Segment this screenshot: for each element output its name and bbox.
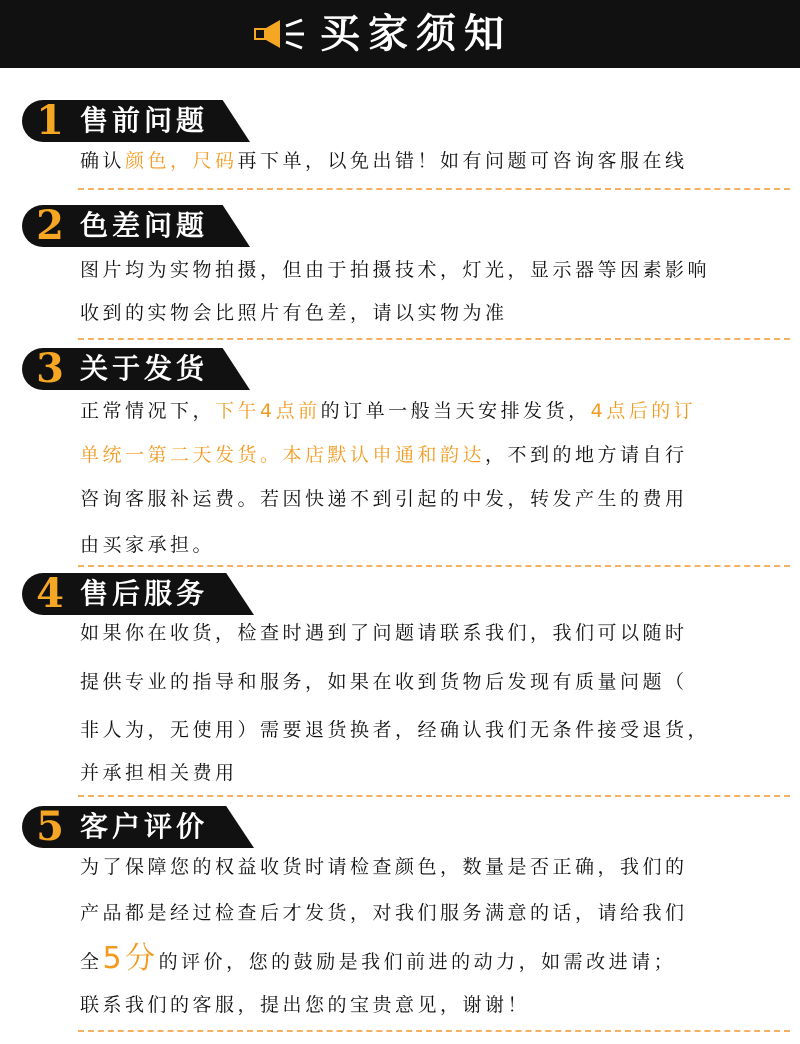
body-text: 全 xyxy=(80,951,103,973)
body-text: 的评价，您的鼓励是我们前进的动力，如需改进请； xyxy=(158,951,677,973)
section-title: 客户评价 xyxy=(80,810,209,843)
section-number: 2 xyxy=(36,202,64,249)
section-heading-5 xyxy=(22,803,254,850)
section-text-line xyxy=(80,758,238,788)
section-text-line xyxy=(80,298,508,328)
section-divider xyxy=(78,565,790,567)
section-text-line xyxy=(80,440,688,470)
section-text-line xyxy=(80,484,688,514)
section-divider xyxy=(78,1030,790,1032)
section-divider xyxy=(78,338,790,340)
section-number: 3 xyxy=(36,345,64,392)
body-text: 图片均为实物拍摄，但由于拍摄技术，灯光，显示器等因素影响 xyxy=(80,259,711,281)
section-title: 售后服务 xyxy=(80,577,209,610)
section-number: 5 xyxy=(36,803,64,850)
section-number: 4 xyxy=(36,570,64,617)
body-text: 确认 xyxy=(80,150,126,172)
section-text-line xyxy=(80,396,696,426)
page-title: 买家须知 xyxy=(320,10,512,57)
body-text: 咨询客服补运费。若因快递不到引起的中发，转发产生的费用 xyxy=(80,488,688,510)
highlight-text: 单统一第二天发货。本店默认申通和韵达 xyxy=(80,444,486,466)
body-text: 如果你在收货，检查时遇到了问题请联系我们，我们可以随时 xyxy=(80,622,688,644)
section-text-line xyxy=(80,898,688,928)
body-text: 联系我们的客服，提出您的宝贵意见，谢谢！ xyxy=(80,994,531,1016)
highlight-text: 4点后的订 xyxy=(590,400,697,422)
section-text-line xyxy=(80,255,710,285)
section-text-line xyxy=(80,667,688,697)
section-heading-4 xyxy=(22,570,254,617)
body-text: 收到的实物会比照片有色差，请以实物为准 xyxy=(80,302,508,324)
body-text: 为了保障您的权益收货时请检查颜色，数量是否正确，我们的 xyxy=(80,856,688,878)
body-text: 非人为，无使用）需要退货换者，经确认我们无条件接受退货， xyxy=(80,719,711,741)
body-text: 提供专业的指导和服务，如果在收到货物后发现有质量问题（ xyxy=(80,671,688,693)
body-text: 正常情况下， xyxy=(80,400,216,422)
body-text: 由买家承担。 xyxy=(80,534,216,556)
body-text: 的订单一般当天安排发货， xyxy=(320,400,591,422)
body-text: 产品都是经过检查后才发货，对我们服务满意的话，请给我们 xyxy=(80,902,688,924)
section-text-line xyxy=(80,715,710,745)
body-text: 再下单，以免出错！如有问题可咨询客服在线 xyxy=(237,150,688,172)
section-heading-2 xyxy=(22,202,250,249)
section-number: 1 xyxy=(36,97,64,144)
section-title: 售前问题 xyxy=(80,104,209,137)
section-text-line xyxy=(80,530,215,560)
section-text-line xyxy=(80,146,688,176)
section-heading-1 xyxy=(22,97,250,144)
body-text: ，不到的地方请自行 xyxy=(485,444,688,466)
section-heading-3 xyxy=(22,345,250,392)
section-title: 关于发货 xyxy=(80,352,209,385)
section-text-line xyxy=(80,618,688,648)
section-divider xyxy=(78,795,790,797)
highlight-text: 下午4点前 xyxy=(215,400,321,422)
body-text: 并承担相关费用 xyxy=(80,762,238,784)
section-text-line xyxy=(80,852,688,882)
highlight-text: 颜色，尺码 xyxy=(125,150,238,172)
section-text-line xyxy=(80,941,677,976)
section-text-line xyxy=(80,990,530,1020)
section-title: 色差问题 xyxy=(80,209,209,242)
megaphone-icon xyxy=(250,18,310,50)
page-header xyxy=(0,0,800,68)
section-divider xyxy=(78,188,790,190)
highlight-text: 5分 xyxy=(102,941,159,976)
